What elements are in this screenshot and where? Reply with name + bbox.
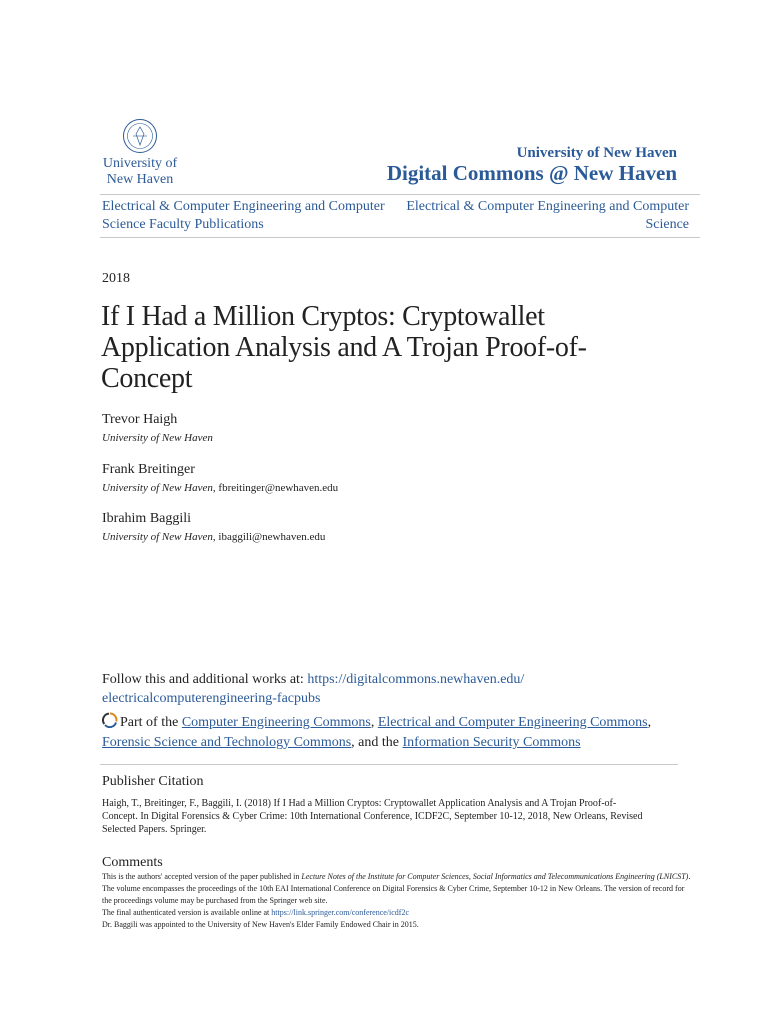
author-name: Ibrahim Baggili [102,511,192,526]
author-affiliation: University of New Haven, ibaggili@newhaven.edu [102,531,326,543]
comments-heading: Comments [102,855,163,870]
author-email: fbreitinger@newhaven.edu [218,482,339,494]
part-of-label: Part of the [120,715,182,730]
part-of-commons [102,712,672,753]
comments-p3: Dr. Baggili was appointed to the University of New Haven's Elder Family Endowed Chair in 2015. [102,920,419,929]
follow-link-line-2[interactable]: electricalcomputerengineering-facpubs [102,691,321,706]
author-affiliation [102,432,213,444]
follow-works [102,670,662,708]
publication-year: 2018 [102,271,130,286]
network-commons-icon [102,712,118,728]
section-divider [100,764,678,765]
top-divider [100,194,700,195]
comments-p2-pre: The final authenticated version is available online at [102,908,272,917]
author-email: ibaggili@newhaven.edu [218,531,326,543]
university-seal-icon [122,118,158,154]
electrical-computer-engineering-commons-link[interactable]: Electrical and Computer Engineering Commons [377,715,648,730]
information-security-commons-link[interactable]: Information Security Commons [402,735,581,750]
author-affiliation: University of New Haven, fbreitinger@newhaven.edu [102,482,339,494]
paper-title: If I Had a Million Cryptos: Cryptowallet Application Analysis and A Trojan Proof-of-Concept [101,301,587,394]
springer-link[interactable]: https://link.springer.com/conference/icdf2c [271,908,410,917]
author-name: Frank Breitinger [102,462,195,477]
comments-journal: Lecture Notes of the Institute for Computer Sciences, Social Informatics and Telecommunications Engineering (LNICST) [301,872,689,881]
brand-digital-commons[interactable]: Digital Commons @ New Haven [386,161,677,185]
comments-p1-pre: This is the authors' accepted version of the paper published in [102,872,302,881]
breadcrumb-department-link[interactable]: Electrical & Computer Engineering and Computer Science [406,199,689,232]
separator: , and the [351,735,403,750]
follow-label: Follow this and additional works at: [102,672,308,687]
computer-engineering-commons-link[interactable]: Computer Engineering Commons [181,715,371,730]
comments-p1-post: . The volume encompasses the proceedings of the 10th EAI International Conference on Digital Forensics & Cyber Crime, September 10-12 in New Orleans. The version of record for the proceedings volume may be purchased from the Springer web site. [102,872,691,905]
forensic-science-commons-link[interactable]: Forensic Science and Technology Commons [102,735,352,750]
university-logo [100,118,180,188]
separator: , [647,715,652,730]
breadcrumb-divider [100,237,700,238]
comments-text [102,871,692,931]
logo-line-2: New Haven [106,172,174,187]
author-name: Trevor Haigh [102,412,178,427]
publisher-citation-heading: Publisher Citation [102,774,204,789]
affiliation-text: University of New Haven [102,432,213,444]
affiliation-text: University of New Haven [102,531,213,543]
follow-link-line-1[interactable]: https://digitalcommons.newhaven.edu/ [307,672,525,687]
breadcrumb-collection-link[interactable]: Electrical & Computer Engineering and Computer Science Faculty Publications [102,199,385,232]
brand-university[interactable]: University of New Haven [516,145,677,161]
logo-line-1: University of [102,156,178,171]
separator: , [370,715,378,730]
affiliation-text: University of New Haven [102,482,213,494]
publisher-citation-text: Haigh, T., Breitinger, F., Baggili, I. (2018) If I Had a Million Cryptos: Cryptowallet Application Analysis and A Trojan Proof-of-Concept. In Digital Forensics & Cyber Crime: 10th International Conference, ICDF2C, September 10-12, 2018, New Orleans, Revised Selected Papers. Springer. [102,798,643,835]
